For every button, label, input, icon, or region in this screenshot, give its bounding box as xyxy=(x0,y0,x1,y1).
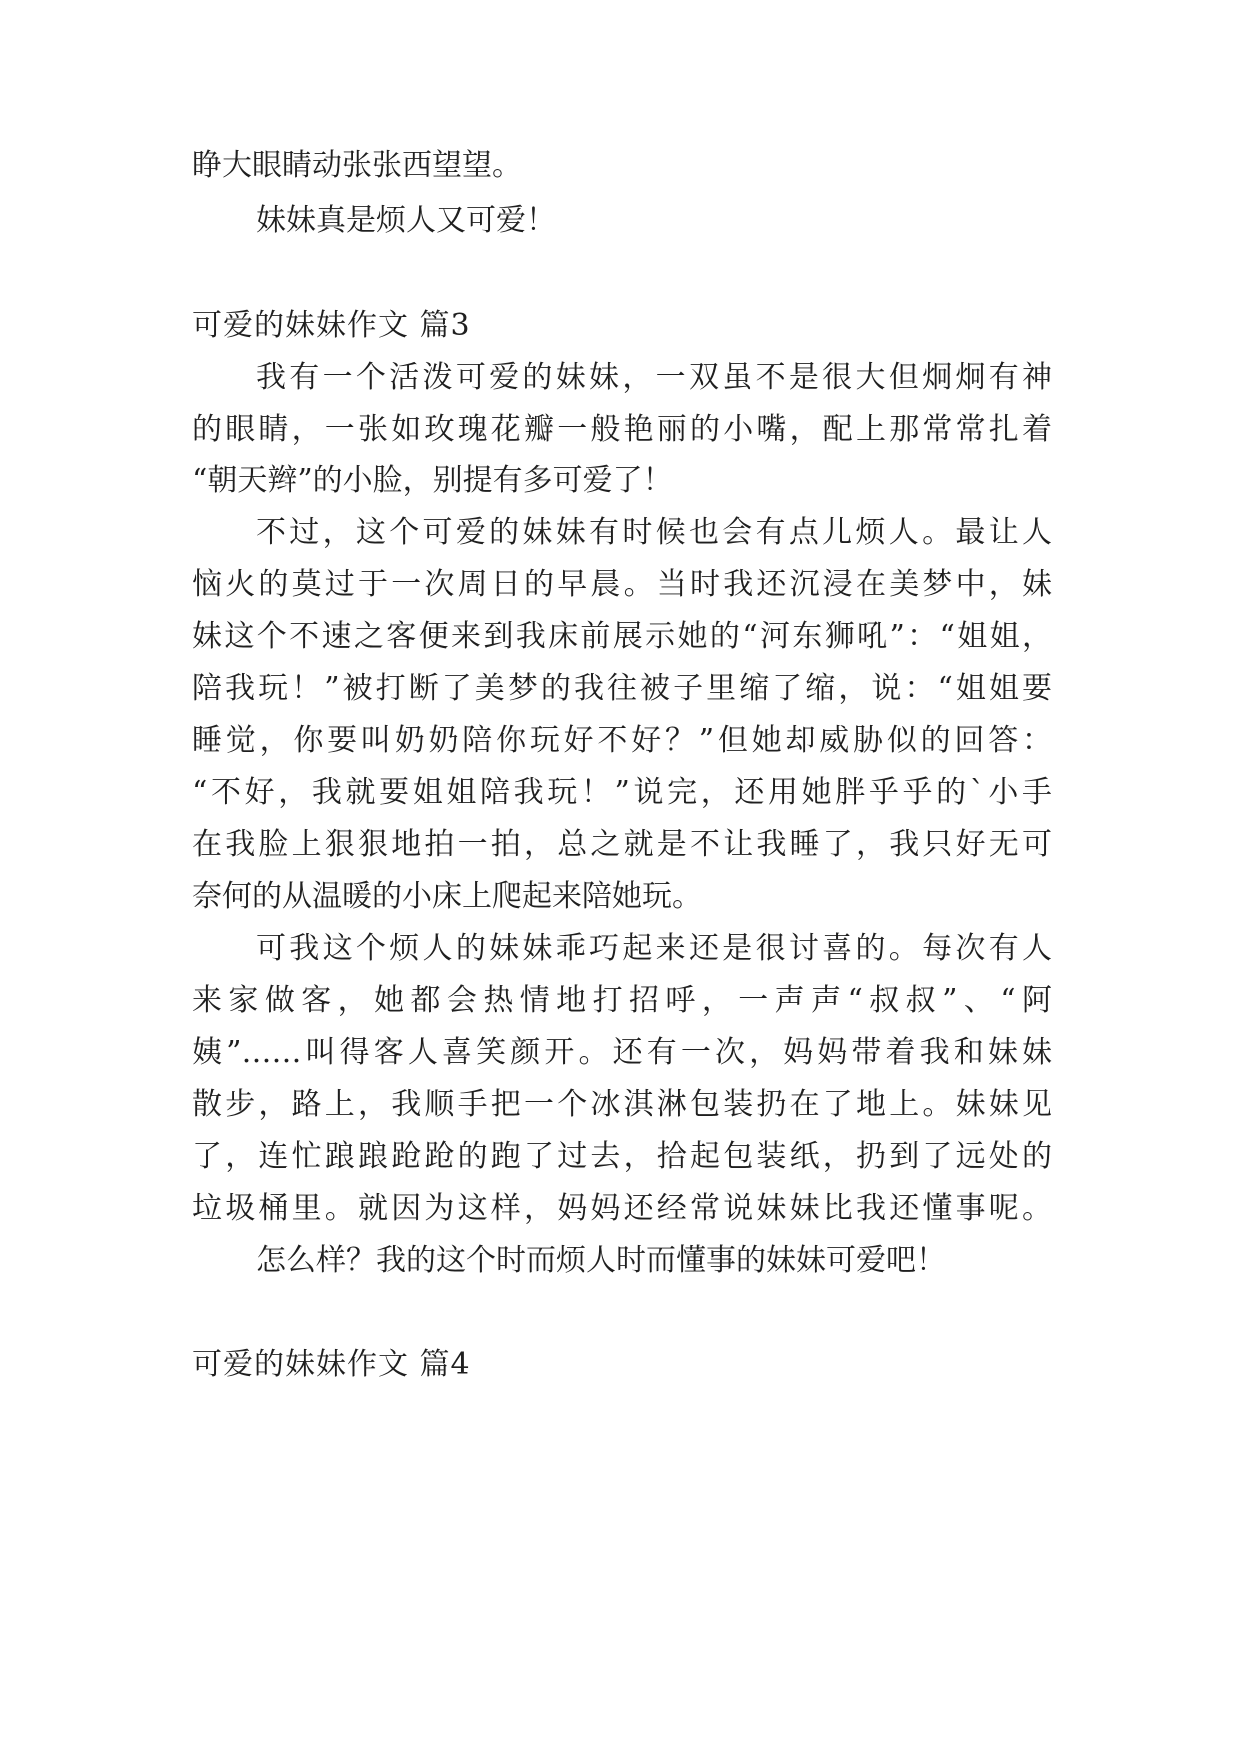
paragraph-line: 恼火的莫过于一次周日的早晨。当时我还沉浸在美梦中，妹 xyxy=(192,567,1052,602)
paragraph-line: 陪我玩！”被打断了美梦的我往被子里缩了缩，说：“姐姐要 xyxy=(192,671,1052,706)
paragraph-line: 在我脸上狠狠地拍一拍，总之就是不让我睡了，我只好无可 xyxy=(192,827,1052,862)
paragraph-line: 垃圾桶里。就因为这样，妈妈还经常说妹妹比我还懂事呢。 xyxy=(192,1191,1052,1226)
paragraph-line: 了，连忙踉踉跄跄的跑了过去，拾起包装纸，扔到了远处的 xyxy=(192,1139,1052,1174)
paragraph-line: 来家做客，她都会热情地打招呼，一声声“叔叔”、“阿 xyxy=(192,983,1052,1018)
paragraph-line: 散步，路上，我顺手把一个冰淇淋包装扔在了地上。妹妹见 xyxy=(192,1087,1052,1122)
paragraph-line: 怎么样？我的这个时而烦人时而懂事的妹妹可爱吧！ xyxy=(256,1243,946,1278)
paragraph-line: 睁大眼睛动张张西望望。 xyxy=(192,148,522,183)
section-heading: 可爱的妹妹作文 篇4 xyxy=(192,1347,471,1382)
paragraph-line: 可我这个烦人的妹妹乖巧起来还是很讨喜的。每次有人 xyxy=(256,931,1052,966)
paragraph-line: 我有一个活泼可爱的妹妹，一双虽不是很大但炯炯有神 xyxy=(256,360,1052,395)
paragraph-line: 妹妹真是烦人又可爱！ xyxy=(256,203,556,238)
paragraph-line: 睡觉，你要叫奶奶陪你玩好不好？”但她却威胁似的回答： xyxy=(192,723,1052,758)
paragraph-line: 妹这个不速之客便来到我床前展示她的“河东狮吼”：“姐姐， xyxy=(192,619,1052,654)
paragraph-line: 的眼睛，一张如玫瑰花瓣一般艳丽的小嘴，配上那常常扎着 xyxy=(192,412,1052,447)
paragraph-line: 奈何的从温暖的小床上爬起来陪她玩。 xyxy=(192,879,702,914)
paragraph-line: 不过，这个可爱的妹妹有时候也会有点儿烦人。最让人 xyxy=(256,515,1052,550)
section-heading: 可爱的妹妹作文 篇3 xyxy=(192,308,471,343)
paragraph-line: 姨”……叫得客人喜笑颜开。还有一次，妈妈带着我和妹妹 xyxy=(192,1035,1052,1070)
paragraph-line: “不好，我就要姐姐陪我玩！”说完，还用她胖乎乎的`小手 xyxy=(192,775,1052,810)
paragraph-line: “朝天辫”的小脸，别提有多可爱了！ xyxy=(192,463,673,498)
